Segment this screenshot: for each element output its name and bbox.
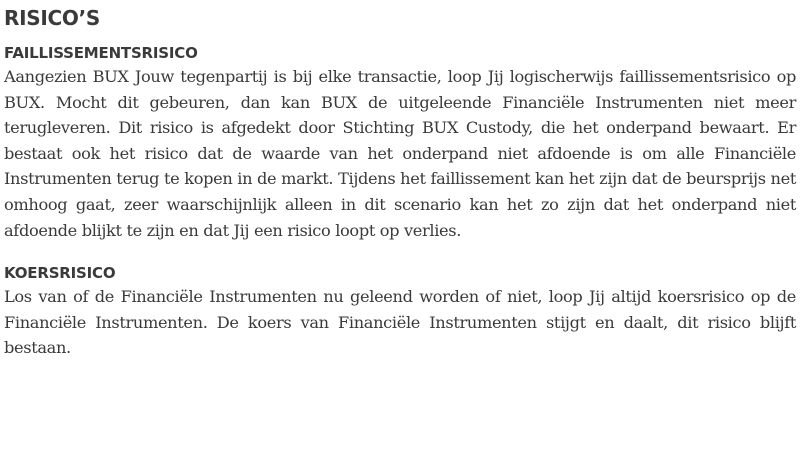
section-heading: FAILLISSEMENTSRISICO <box>4 44 198 62</box>
section-body: Aangezien BUX Jouw tegenpartij is bij elke transactie, loop Jij logischerwijs faillissementsrisico op BUX. Mocht dit gebeuren, dan kan BUX de uitgeleende Financiële Instrumenten niet meer terugleveren. Dit risico is afgedekt door Stichting BUX Custody, die het onderpand bewaart. Er bestaat ook het risico dat de waarde van het onderpand niet afdoende is om alle Financiële Instrumenten terug te kopen in de markt. Tijdens het faillissement kan het zijn dat de beursprijs net omhoog gaat, zeer waarschijnlijk alleen in dit scenario kan het zo zijn dat het onderpand niet afdoende blijkt te zijn en dat Jij een risico loopt op verlies. <box>4 67 796 240</box>
section-koersrisico <box>4 263 796 361</box>
document <box>4 0 796 361</box>
section-faillissementsrisico <box>4 43 796 243</box>
section-body: Los van of de Financiële Instrumenten nu geleend worden of niet, loop Jij altijd koersrisico op de Financiële Instrumenten. De koers van Financiële Instrumenten stijgt en daalt, dit risico blijft bestaan. <box>4 287 796 358</box>
page-title: RISICO’S <box>4 6 100 30</box>
section-heading: KOERSRISICO <box>4 264 116 283</box>
